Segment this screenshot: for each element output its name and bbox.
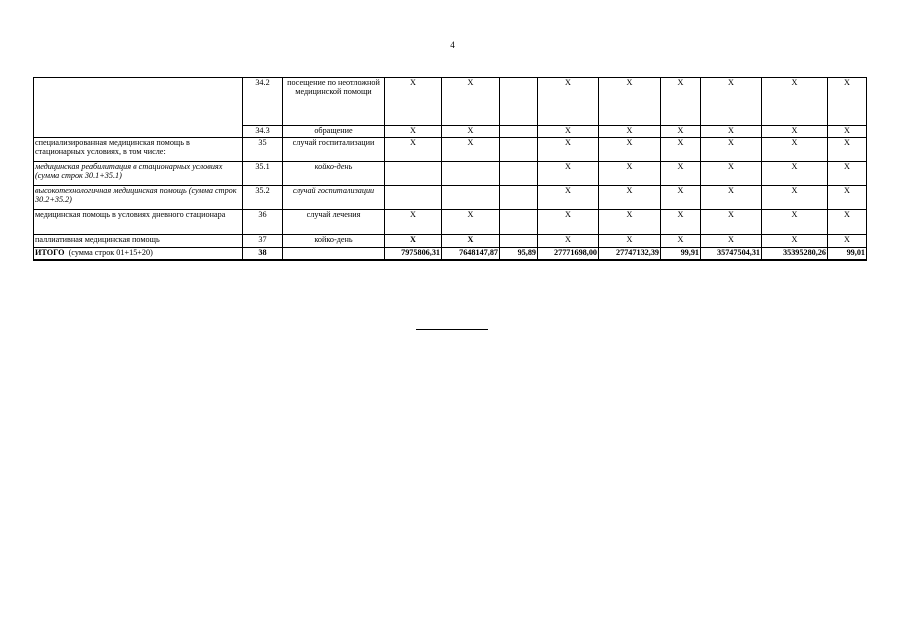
cell-c4: Х [538, 126, 599, 138]
cell-c4: Х [538, 210, 599, 235]
cell-c1: Х [385, 126, 442, 138]
row-code: 34.3 [243, 126, 283, 138]
row-unit: койко-день [283, 235, 385, 248]
cell-c5: Х [599, 162, 661, 186]
row-unit: койко-день [283, 162, 385, 186]
total-c9: 99,01 [828, 248, 867, 260]
cell-c3 [500, 162, 538, 186]
cell-c2: Х [442, 126, 500, 138]
cell-c6: Х [661, 235, 701, 248]
cell-c4: Х [538, 235, 599, 248]
row-code: 37 [243, 235, 283, 248]
cell-c1 [385, 186, 442, 210]
cell-c4: Х [538, 138, 599, 162]
total-label [34, 248, 243, 260]
cell-c9: Х [828, 126, 867, 138]
table-row [34, 138, 867, 162]
total-label-rest: (сумма строк 01+15+20) [68, 248, 153, 257]
row-name: специализированная медицинская помощь в стационарных условиях, в том числе: [34, 138, 243, 162]
table-row [34, 78, 867, 126]
cell-c8: Х [762, 186, 828, 210]
cell-c5: Х [599, 186, 661, 210]
row-name: медицинская помощь в условиях дневного стационара [34, 210, 243, 235]
row-code: 35 [243, 138, 283, 162]
cell-c8: Х [762, 162, 828, 186]
row-unit: случай госпитализации [283, 186, 385, 210]
cell-c8: Х [762, 235, 828, 248]
row-code: 35.1 [243, 162, 283, 186]
total-c6: 99,91 [661, 248, 701, 260]
cell-c9: Х [828, 186, 867, 210]
cell-c7: Х [701, 138, 762, 162]
cell-c6: Х [661, 186, 701, 210]
total-code: 38 [243, 248, 283, 260]
cell-c4: Х [538, 186, 599, 210]
cell-c7: Х [701, 162, 762, 186]
cell-c4: Х [538, 162, 599, 186]
cell-c9: Х [828, 78, 867, 126]
report-table [33, 77, 867, 261]
cell-c3 [500, 78, 538, 126]
cell-c5: Х [599, 126, 661, 138]
cell-c4: Х [538, 78, 599, 126]
cell-c6: Х [661, 210, 701, 235]
total-label-bold: ИТОГО [35, 248, 65, 257]
cell-c2: Х [442, 235, 500, 248]
cell-c6: Х [661, 162, 701, 186]
row-unit: случай госпитализации [283, 138, 385, 162]
cell-c2 [442, 162, 500, 186]
cell-c3 [500, 138, 538, 162]
cell-c9: Х [828, 210, 867, 235]
cell-c7: Х [701, 126, 762, 138]
row-code: 34.2 [243, 78, 283, 126]
cell-c7: Х [701, 78, 762, 126]
cell-c1: Х [385, 138, 442, 162]
cell-c5: Х [599, 235, 661, 248]
end-divider [416, 329, 488, 330]
cell-c9: Х [828, 235, 867, 248]
cell-c5: Х [599, 210, 661, 235]
cell-c2: Х [442, 78, 500, 126]
cell-c8: Х [762, 78, 828, 126]
cell-c9: Х [828, 162, 867, 186]
total-c7: 35747504,31 [701, 248, 762, 260]
table-row [34, 210, 867, 235]
row-code: 36 [243, 210, 283, 235]
total-c4: 27771698,00 [538, 248, 599, 260]
cell-c2: Х [442, 210, 500, 235]
total-c3: 95,89 [500, 248, 538, 260]
cell-c8: Х [762, 126, 828, 138]
cell-c6: Х [661, 138, 701, 162]
cell-c3 [500, 186, 538, 210]
table-row [34, 162, 867, 186]
cell-c3 [500, 210, 538, 235]
cell-c1: Х [385, 235, 442, 248]
cell-c6: Х [661, 78, 701, 126]
cell-c6: Х [661, 126, 701, 138]
row-unit: случай лечения [283, 210, 385, 235]
row-unit: посещение по неотложной медицинской помощи [283, 78, 385, 126]
cell-c1: Х [385, 210, 442, 235]
cell-c8: Х [762, 138, 828, 162]
cell-c3 [500, 235, 538, 248]
table-row [34, 186, 867, 210]
row-code: 35.2 [243, 186, 283, 210]
total-c5: 27747132,39 [599, 248, 661, 260]
cell-c9: Х [828, 138, 867, 162]
cell-c5: Х [599, 138, 661, 162]
total-c1: 7975806,31 [385, 248, 442, 260]
cell-c7: Х [701, 186, 762, 210]
cell-c8: Х [762, 210, 828, 235]
page-number: 4 [450, 40, 455, 50]
cell-c1 [385, 162, 442, 186]
cell-c7: Х [701, 210, 762, 235]
table-row [34, 235, 867, 248]
row-name: паллиативная медицинская помощь [34, 235, 243, 248]
row-name: медицинская реабилитация в стационарных условиях (сумма строк 30.1+35.1) [34, 162, 243, 186]
total-c8: 35395280,26 [762, 248, 828, 260]
cell-c5: Х [599, 78, 661, 126]
cell-c7: Х [701, 235, 762, 248]
total-c2: 7648147,87 [442, 248, 500, 260]
cell-c3 [500, 126, 538, 138]
row-name [34, 78, 243, 138]
cell-c2: Х [442, 138, 500, 162]
cell-c1: Х [385, 78, 442, 126]
row-name: высокотехнологичная медицинская помощь (сумма строк 30.2+35.2) [34, 186, 243, 210]
total-row [34, 248, 867, 260]
row-unit: обращение [283, 126, 385, 138]
cell-c2 [442, 186, 500, 210]
total-unit [283, 248, 385, 260]
